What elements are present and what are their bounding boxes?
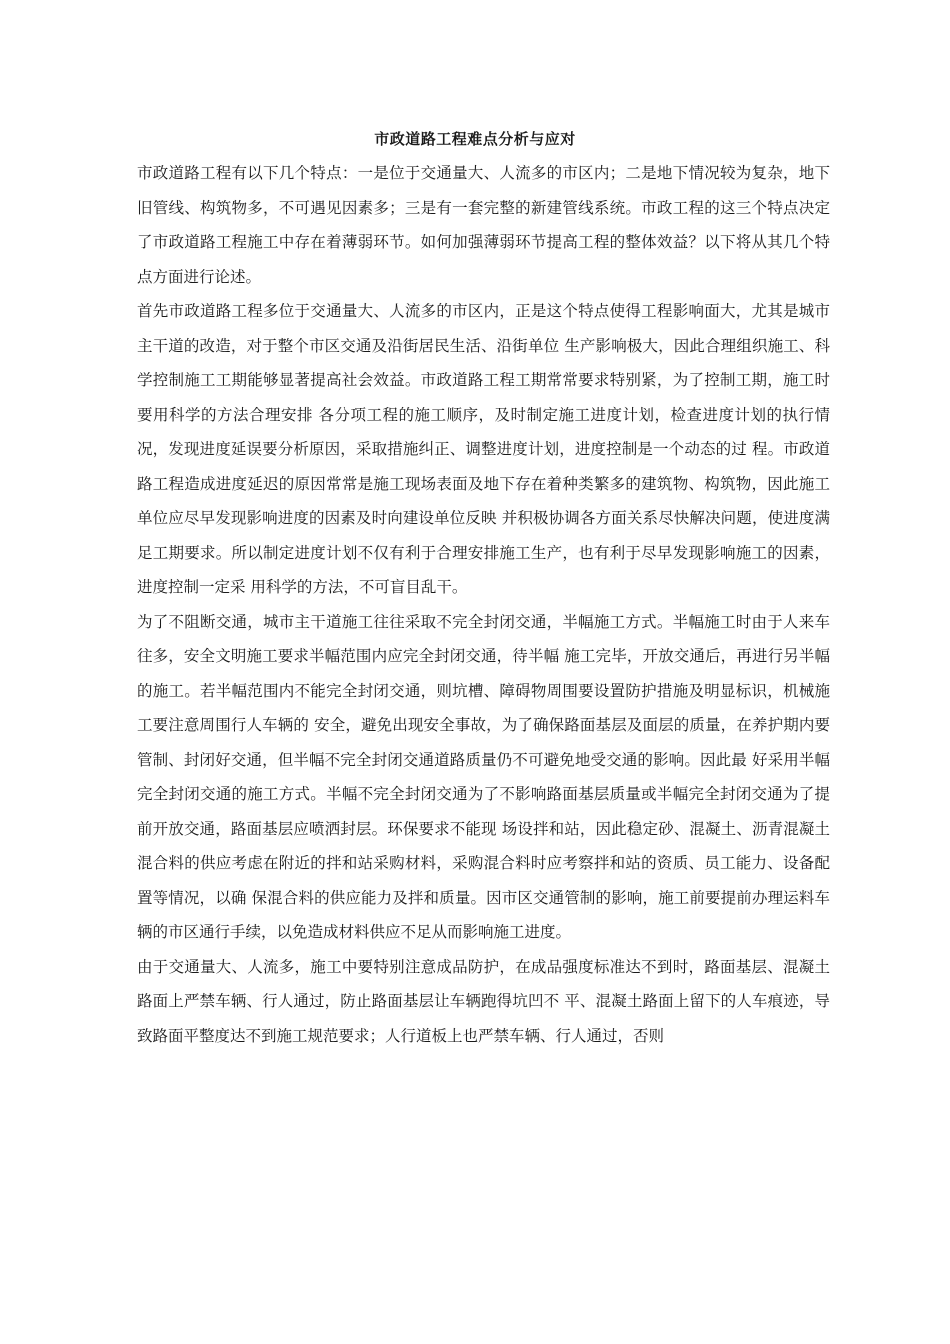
document-title: 市政道路工程难点分析与应对 [374,130,576,148]
document-body [137,156,830,1053]
paragraph-intro: 市政道路工程有以下几个特点：一是位于交通量大、人流多的市区内；二是地下情况较为复杂，地下旧管线、构筑物多，不可遇见因素多；三是有一套完整的新建管线系统。市政工程的这三个特点决定了市政道路工程施工中存在着薄弱环节。如何加强薄弱环节提高工程的整体效益？以下将从其几个特点方面进行论述。 [137,164,830,286]
paragraph-traffic: 为了不阻断交通，城市主干道施工往往采取不完全封闭交通，半幅施工方式。半幅施工时由于人来车往多，安全文明施工要求半幅范围内应完全封闭交通，待半幅 施工完毕，开放交通后，再进行另半幅的施工。若半幅范围内不能完全封闭交通，则坑槽、障碍物周围要设置防护措施及明显标识，机械施工要注意周围行人车辆的 安全，避免出现安全事故，为了确保路面基层及面层的质量，在养护期内要管制、封闭好交通，但半幅不完全封闭交通道路质量仍不可避免地受交通的影响。因此最 好采用半幅完全封闭交通的施工方式。半幅不完全封闭交通为了不影响路面基层质量或半幅完全封闭交通为了提前开放交通，路面基层应喷洒封层。环保要求不能现 场设拌和站，因此稳定砂、混凝土、沥青混凝土混合料的供应考虑在附近的拌和站采购材料，采购混合料时应考察拌和站的资质、员工能力、设备配置等情况，以确 保混合料的供应能力及拌和质量。因市区交通管制的影响，施工前要提前办理运料车辆的市区通行手续，以免造成材料供应不足从而影响施工进度。 [137,612,830,941]
paragraph-schedule: 首先市政道路工程多位于交通量大、人流多的市区内，正是这个特点使得工程影响面大，尤其是城市主干道的改造，对于整个市区交通及沿街居民生活、沿街单位 生产影响极大，因此合理组织施工、科学控制施工工期能够显著提高社会效益。市政道路工程工期常常要求特别紧，为了控制工期，施工时要用科学的方法合理安排 各分项工程的施工顺序，及时制定施工进度计划，检查进度计划的执行情况，发现进度延误要分析原因，采取措施纠正、调整进度计划，进度控制是一个动态的过 程。市政道路工程造成进度延迟的原因常常是施工现场表面及地下存在着种类繁多的建筑物、构筑物，因此施工单位应尽早发现影响进度的因素及时向建设单位反映 并积极协调各方面关系尽快解决问题，使进度满足工期要求。所以制定进度计划不仅有利于合理安排施工生产，也有利于尽早发现影响施工的因素，进度控制一定采 用科学的方法，不可盲目乱干。 [137,302,830,596]
paragraph-protection: 由于交通量大、人流多，施工中要特别注意成品防护，在成品强度标准达不到时，路面基层、混凝土路面上严禁车辆、行人通过，防止路面基层让车辆跑得坑凹不 平、混凝土路面上留下的人车痕迹，导致路面平整度达不到施工规范要求；人行道板上也严禁车辆、行人通过，否则 [137,957,830,1045]
